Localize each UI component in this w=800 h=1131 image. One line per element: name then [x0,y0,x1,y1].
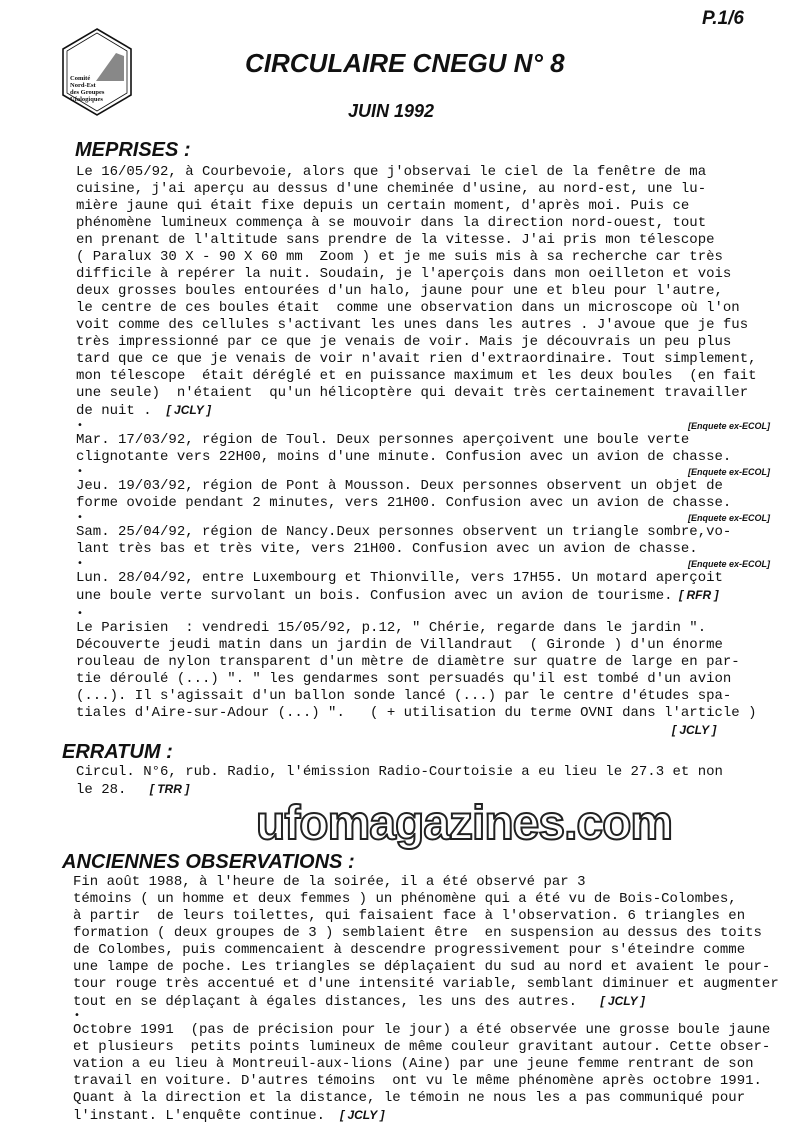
author-tag: [ TRR ] [143,782,190,796]
text-line: tour rouge très accentué et d'une intensité variable, semblant diminuer et augmenter [73,976,779,992]
anciennes-paragraph [73,1022,770,1125]
text-line: le 28. [ TRR ] [76,782,190,798]
text-line: l'instant. L'enquête continue. [ JCLY ] [73,1108,385,1124]
document-date: JUIN 1992 [348,101,435,121]
section-heading-anciennes: ANCIENNES OBSERVATIONS : [62,851,355,873]
bullet-icon: • [77,558,83,569]
page-number: P.1/6 [702,8,744,29]
meprise-item [76,432,731,466]
text-line: à partir de leurs toilettes, qui faisaient face à l'observation. 6 triangles en [73,908,746,924]
text-line: une lampe de poche. Les triangles se déplaçaient du sud au nord et avaient le pour- [73,959,771,975]
hexagon-logo-icon [60,27,134,117]
text-line: formation ( deux groupes de 3 ) semblaient être en suspension au dessus des toits [73,925,762,941]
text-line: lant très bas et très vite, vers 21H00. Confusion avec un avion de chasse. [76,541,698,557]
text-line: forme ovoide pendant 2 minutes, vers 21H00. Confusion avec un avion de chasse. [76,495,732,511]
text-line: très impressionné par ce que je venais de voir. Mais je découvrais un peu plus [76,334,732,350]
text-line: phénomène lumineux commença à se mouvoir dans la direction nord-ouest, tout [76,215,707,231]
meprise-item [76,570,723,605]
text-line: rouleau de nylon transparent d'un mètre de diamètre sur quatre de large en par- [76,654,740,670]
text-line: le centre de ces boules était comme une observation dans un microscope où l'on [76,300,740,316]
text-line: voit comme des cellules s'activant les unes dans les autres . J'avoue que je fus [76,317,749,333]
text-line: travail en voiture. D'autres témoins ont vu le même phénomène après octobre 1991. [73,1073,762,1089]
author-tag: [ JCLY ] [160,403,211,417]
section-heading-meprises: MEPRISES : [75,139,191,161]
text-line: une boule verte survolant un bois. Confusion avec un avion de tourisme. [ RFR ] [76,588,719,604]
bullet-icon: • [77,512,83,523]
bullet-icon: • [77,466,83,477]
logo-line: Comité [70,75,91,82]
text-line: Circul. N°6, rub. Radio, l'émission Radio-Courtoisie a eu lieu le 27.3 et non [76,764,723,780]
meprise-item [76,524,731,558]
text-line: mon télescope était déréglé et en puissance maximum et les deux boules (en fait [76,368,757,384]
text-line: Octobre 1991 (pas de précision pour le jour) a été observée une grosse boule jaune [73,1022,771,1038]
text-line: Le Parisien : vendredi 15/05/92, p.12, " Chérie, regarde dans le jardin ". [76,620,707,636]
author-tag: [ JCLY ] [333,1108,385,1122]
press-item [76,620,757,722]
text-line: de Colombes, puis commencaient à descendre progressivement pour s'éteindre comme [73,942,746,958]
text-line: tard que ce que je venais de voir n'avait rien d'extraordinaire. Tout simplement, [76,351,757,367]
cnegu-logo [60,27,134,117]
bullet-icon: • [74,1010,80,1021]
text-line: de nuit . [ JCLY ] [76,403,211,419]
author-tag: [ JCLY ] [672,723,717,737]
bullet-icon: • [77,420,83,431]
text-line: deux grosses boules entourées d'un halo, jaune pour une et bleu pour l'autre, [76,283,723,299]
text-line: Quant à la direction et la distance, le témoin ne nous les a pas communiqué pour [73,1090,746,1106]
text-line: Sam. 25/04/92, région de Nancy.Deux personnes observent un triangle sombre,vo- [76,524,732,540]
author-tag: [ JCLY ] [593,994,645,1008]
text-line: Le 16/05/92, à Courbevoie, alors que j'observai le ciel de la fenêtre de ma [76,164,707,180]
author-tag: [ RFR ] [672,588,719,602]
text-line: et plusieurs petits points lumineux de même couleur gravitant autour. Cette obser- [73,1039,771,1055]
text-line: ( Paralux 30 X - 90 X 60 mm Zoom ) et je me suis mis à sa recherche car très [76,249,723,265]
text-line: tie déroulé (...) ". " les gendarmes sont persuadés qu'il est tombé d'un avion [76,671,732,687]
meprise-item [76,478,731,512]
text-line: tout en se déplaçant à égales distances, les uns des autres. [ JCLY ] [73,994,645,1010]
text-line: témoins ( un homme et deux femmes ) un phénomène qui a été vu de Bois-Colombes, [73,891,737,907]
bullet-icon: • [77,608,83,619]
text-line: clignotante vers 22H00, moins d'une minute. Confusion avec un avion de chasse. [76,449,732,465]
text-line: tiales d'Aire-sur-Adour (...) ". ( + utilisation du terme OVNI dans l'article ) [76,705,757,721]
text-line: vation a eu lieu à Montreuil-aux-lions (Aine) par une jeune femme rentrant de son [73,1056,754,1072]
logo-line: des Groupes [70,89,105,96]
logo-line: Nord-Est [70,82,96,89]
source-tag: [Enquete ex-ECOL] [688,559,771,569]
text-line: une seule) n'étaient qu'un hélicoptère qui devait très certainement travailler [76,385,749,401]
text-line: Découverte jeudi matin dans un jardin de Villandraut ( Gironde ) d'un énorme [76,637,723,653]
text-line: en prenant de l'altitude sans prendre de la vitesse. J'ai pris mon télescope [76,232,715,248]
meprises-paragraph [76,164,757,420]
watermark: ufomagazines.com [256,797,673,850]
anciennes-paragraph [73,874,779,1011]
text-line: cuisine, j'ai aperçu au dessus d'une cheminée d'usine, au nord-est, une lu- [76,181,707,197]
text-line: mière jaune qui était fixe depuis un certain moment, d'après moi. Puis ce [76,198,690,214]
section-heading-erratum: ERRATUM : [62,741,173,763]
source-tag: [Enquete ex-ECOL] [688,467,771,477]
text-line: difficile à repérer la nuit. Soudain, je l'aperçois dans mon oeilleton et vois [76,266,732,282]
text-line: Mar. 17/03/92, région de Toul. Deux personnes aperçoivent une boule verte [76,432,690,448]
text-line: Fin août 1988, à l'heure de la soirée, il a été observé par 3 [73,874,586,890]
source-tag: [Enquete ex-ECOL] [688,421,771,431]
text-line: (...). Il s'agissait d'un ballon sonde lancé (...) par le centre d'études spa- [76,688,732,704]
text-line: Lun. 28/04/92, entre Luxembourg et Thionville, vers 17H55. Un motard aperçoit [76,570,723,586]
source-tag: [Enquete ex-ECOL] [688,513,771,523]
logo-line: Ufologiques [70,96,103,103]
erratum-text [76,764,723,799]
document-title: CIRCULAIRE CNEGU N° 8 [245,48,565,78]
text-line: Jeu. 19/03/92, région de Pont à Mousson. Deux personnes observent un objet de [76,478,723,494]
